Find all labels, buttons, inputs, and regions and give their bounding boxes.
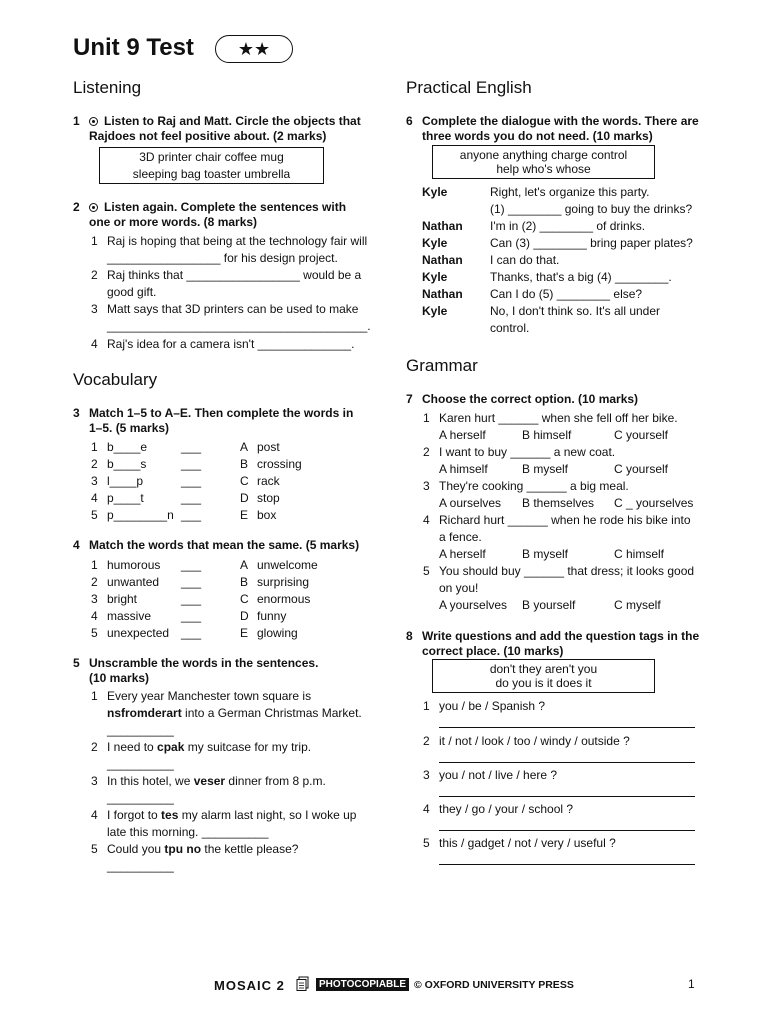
answer-line: [439, 762, 695, 763]
dialogue-line-6: Nathan Can I do (5) ________ else?: [422, 287, 643, 301]
answer-line: [439, 864, 695, 865]
question-number: 6: [406, 114, 413, 128]
dialogue-line-5: Kyle Thanks, that's a big (4) ________.: [422, 270, 672, 284]
q8-item-2: 2 it / not / look / too / windy / outside ?: [423, 734, 630, 748]
question-5: 5 Unscramble the words in the sentences. (10 marks): [73, 656, 319, 685]
q5-item-4: 4 I forgot to tes my alarm last night, so I woke up late this morning. __________: [91, 808, 357, 839]
q4-row-5: 5 unexpected ___ E glowing: [91, 626, 298, 640]
question-3: 3 Match 1–5 to A–E. Then complete the words in 1–5. (5 marks): [73, 406, 354, 435]
photocopy-icon: [296, 976, 310, 992]
question-2: 2 Listen again. Complete the sentences with one or more words. (8 marks): [73, 200, 347, 229]
question-number: 2: [73, 200, 80, 214]
q2-item-3: 3 Matt says that 3D printers can be used to make _______________________________________.: [91, 302, 371, 333]
q2-item-4: 4 Raj's idea for a camera isn't ______________.: [91, 337, 355, 351]
page-title: Unit 9 Test: [73, 34, 194, 61]
difficulty-stars-badge: ★★: [215, 35, 293, 63]
word-box-q1: 3D printer chair coffee mug sleeping bag toaster umbrella: [99, 147, 324, 184]
photocopiable-badge: PHOTOCOPIABLE: [316, 978, 409, 991]
q8-item-1: 1 you / be / Spanish ?: [423, 699, 546, 713]
question-6: 6 Complete the dialogue with the words. There are three words you do not need. (10 marks): [406, 114, 699, 143]
dialogue-line-2: Nathan I'm in (2) ________ of drinks.: [422, 219, 646, 233]
question-number: 5: [73, 656, 80, 670]
question-8: 8 Write questions and add the question tags in the correct place. (10 marks): [406, 629, 700, 658]
answer-line: [439, 727, 695, 728]
q8-item-5: 5 this / gadget / not / very / useful ?: [423, 836, 616, 850]
q4-row-1: 1 humorous ___ A unwelcome: [91, 558, 318, 572]
q3-row-5: 5 p________n ___ E box: [91, 508, 277, 522]
audio-icon: [89, 203, 98, 212]
vocabulary-heading: Vocabulary: [73, 370, 158, 389]
question-number: 4: [73, 538, 80, 552]
mosaic-brand: MOSAIC 2: [214, 978, 285, 993]
practical-english-heading: Practical English: [406, 78, 532, 97]
q7-item-3: 3 They're cooking ______ a big meal. A ourselves B themselves C _ yourselves: [423, 479, 694, 510]
q3-row-3: 3 l____p ___ C rack: [91, 474, 280, 488]
question-number: 1: [73, 114, 80, 128]
q4-row-4: 4 massive ___ D funny: [91, 609, 287, 623]
word-box-q8: don't they aren't you do you is it does it: [432, 659, 655, 693]
q4-row-3: 3 bright ___ C enormous: [91, 592, 311, 606]
question-number: 8: [406, 629, 413, 643]
q5-item-2: 2 I need to cpak my suitcase for my trip. __________: [91, 740, 312, 771]
page-number: 1: [688, 977, 695, 991]
q3-row-2: 2 b____s ___ B crossing: [91, 457, 302, 471]
question-1: 1 Listen to Raj and Matt. Circle the objects that Rajdoes not feel positive about. (2 marks): [73, 114, 361, 143]
dialogue-line-3: Kyle Can (3) ________ bring paper plates?: [422, 236, 693, 250]
q8-item-3: 3 you / not / live / here ?: [423, 768, 558, 782]
q7-item-5: 5 You should buy ______ that dress; it looks good on you! A yourselves B yourself C myself: [423, 564, 695, 612]
dialogue-line-7: Kyle No, I don't think so. It's all under control.: [422, 304, 661, 335]
q7-item-4: 4 Richard hurt ______ when he rode his bike into a fence. A herself B myself C himself: [423, 513, 691, 561]
q5-item-3: 3 In this hotel, we veser dinner from 8 p.m. __________: [91, 774, 326, 805]
q5-item-1: 1 Every year Manchester town square is nsfromderart into a German Christmas Market. __________: [91, 689, 362, 737]
q4-row-2: 2 unwanted ___ B surprising: [91, 575, 310, 589]
answer-line: [439, 796, 695, 797]
question-7: 7 Choose the correct option. (10 marks): [406, 392, 639, 406]
q2-item-2: 2 Raj thinks that _________________ would be a good gift.: [91, 268, 362, 299]
question-number: 7: [406, 392, 413, 406]
listening-heading: Listening: [73, 78, 142, 97]
question-number: 3: [73, 406, 80, 420]
answer-line: [439, 830, 695, 831]
question-4: 4 Match the words that mean the same. (5 marks): [73, 538, 360, 552]
word-box-q6: anyone anything charge control help who's whose: [432, 145, 655, 179]
dialogue-line-1: Kyle Right, let's organize this party. (1) ________ going to buy the drinks?: [422, 185, 693, 216]
publisher-credit: © OXFORD UNIVERSITY PRESS: [414, 979, 574, 991]
audio-icon: [89, 117, 98, 126]
q7-item-1: 1 Karen hurt ______ when she fell off her bike. A herself B himself C yourself: [423, 411, 678, 442]
q7-item-2: 2 I want to buy ______ a new coat. A himself B myself C yourself: [423, 445, 669, 476]
q2-item-1: 1 Raj is hoping that being at the technology fair will _________________ for his design project.: [91, 234, 368, 265]
dialogue-line-4: Nathan I can do that.: [422, 253, 560, 267]
q8-item-4: 4 they / go / your / school ?: [423, 802, 574, 816]
q3-row-1: 1 b____e ___ A post: [91, 440, 280, 454]
q5-item-5: 5 Could you tpu no the kettle please? __________: [91, 842, 299, 873]
q3-row-4: 4 p____t ___ D stop: [91, 491, 280, 505]
grammar-heading: Grammar: [406, 356, 478, 375]
